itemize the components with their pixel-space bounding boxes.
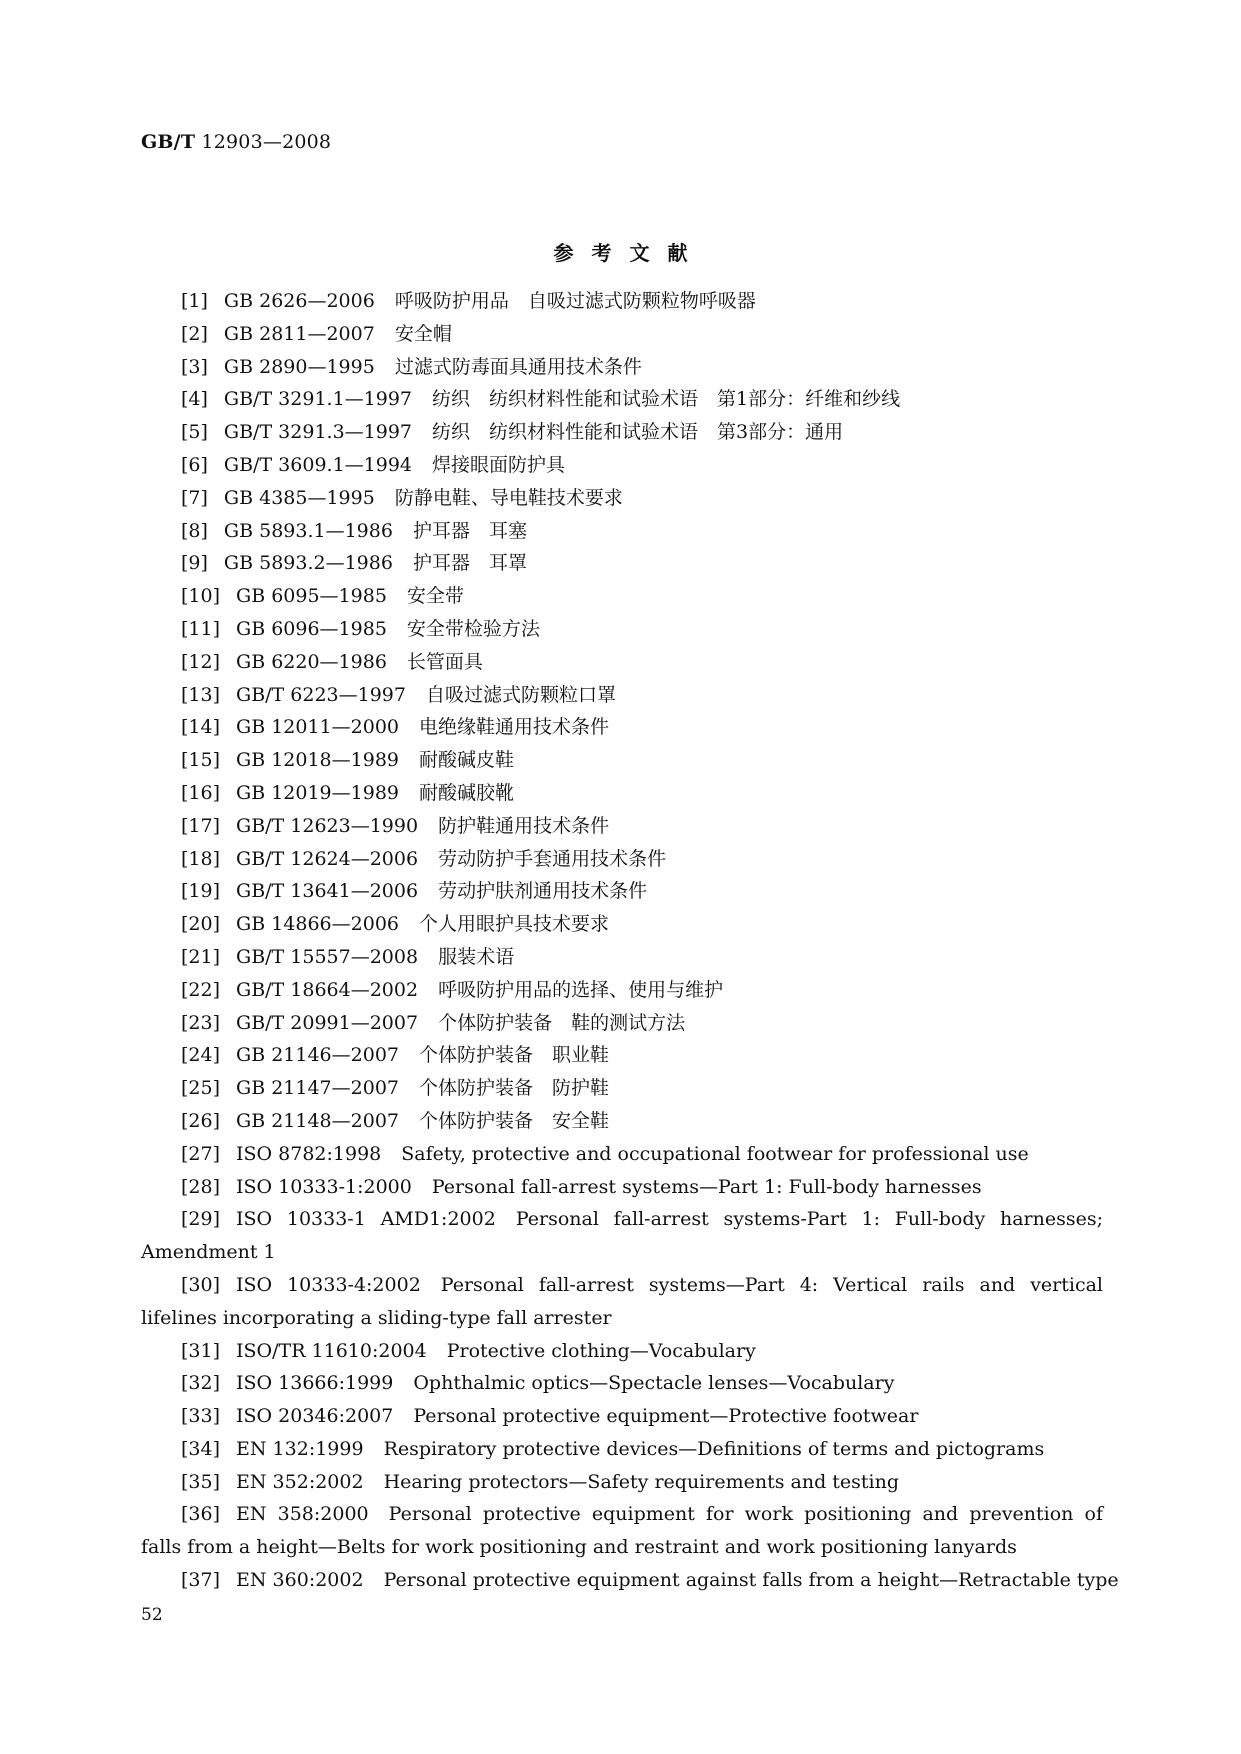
reference-number: [21]	[181, 945, 221, 968]
reference-code: GB 6220—1986	[236, 650, 387, 673]
reference-number: [33]	[181, 1405, 221, 1428]
reference-code: GB 12019—1989	[236, 781, 399, 804]
reference-item	[141, 1335, 1103, 1368]
reference-code: ISO 10333-4:2002	[236, 1273, 421, 1296]
reference-code: ISO 10333-1:2000	[236, 1175, 412, 1198]
reference-title: Safety, protective and occupational footwear for professional use	[401, 1142, 1029, 1165]
reference-number: [22]	[181, 978, 221, 1001]
reference-title: 服装术语	[438, 945, 515, 968]
reference-title: 呼吸防护用品的选择、使用与维护	[438, 978, 724, 1001]
reference-code: GB 2626—2006	[223, 290, 375, 312]
reference-number: [2]	[181, 322, 208, 345]
reference-code: ISO/TR 11610:2004	[236, 1339, 427, 1362]
reference-title: 劳动护肤剂通用技术条件	[438, 880, 648, 903]
reference-code: GB/T 12624—2006	[236, 847, 419, 870]
reference-item	[141, 1203, 1103, 1269]
reference-code: GB 6096—1985	[236, 617, 387, 640]
reference-item	[141, 515, 1103, 548]
reference-title: 个体防护装备 防护鞋	[419, 1077, 610, 1100]
reference-title: 个体防护装备 职业鞋	[419, 1044, 610, 1067]
reference-title: Ophthalmic optics—Spectacle lenses—Vocabulary	[413, 1372, 895, 1395]
reference-code: GB/T 13641—2006	[236, 880, 419, 903]
reference-item	[141, 679, 1103, 712]
reference-number: [4]	[181, 388, 208, 411]
reference-title: Personal fall-arrest systems—Part 1: Full-body harnesses	[431, 1175, 982, 1198]
reference-item	[141, 1564, 1119, 1597]
reference-title: 自吸过滤式防颗粒口罩	[425, 683, 616, 706]
reference-list	[141, 285, 1119, 1597]
reference-number: [26]	[181, 1109, 221, 1132]
reference-code: EN 358:2000	[236, 1503, 369, 1526]
reference-number: [7]	[181, 486, 208, 509]
reference-number: [32]	[181, 1372, 221, 1395]
reference-title: 防静电鞋、导电鞋技术要求	[394, 486, 623, 509]
reference-item	[141, 1105, 1103, 1138]
reference-title: Respiratory protective devices—Definitions of terms and pictograms	[383, 1437, 1045, 1460]
reference-title: Personal protective equipment—Protective footwear	[413, 1405, 919, 1428]
reference-number: [6]	[181, 453, 208, 476]
reference-code: ISO 13666:1999	[236, 1372, 394, 1395]
reference-code: GB/T 6223—1997	[236, 683, 406, 706]
reference-number: [34]	[181, 1437, 221, 1460]
reference-number: [20]	[181, 913, 221, 936]
reference-number: [23]	[181, 1011, 221, 1034]
reference-title: 个体防护装备 安全鞋	[419, 1109, 610, 1132]
reference-item	[141, 613, 1103, 646]
reference-code: GB/T 3291.3—1997	[223, 421, 413, 444]
reference-item	[141, 1269, 1103, 1335]
reference-code: GB 6095—1985	[236, 585, 387, 608]
reference-item	[141, 843, 1103, 876]
reference-item	[141, 285, 1103, 318]
reference-number: [35]	[181, 1470, 221, 1493]
reference-title: 耐酸碱皮鞋	[419, 749, 515, 772]
reference-number: [15]	[181, 749, 221, 772]
reference-number: [28]	[181, 1175, 221, 1198]
reference-code: GB 5893.2—1986	[223, 552, 393, 575]
reference-title: Personal protective equipment for work positioning and prevention of falls from a height—Belts for work positioning and restraint and work positioning lanyards	[141, 1503, 1104, 1559]
reference-code: GB 21146—2007	[236, 1044, 399, 1067]
reference-code: ISO 10333-1 AMD1:2002	[236, 1208, 496, 1231]
reference-item	[141, 547, 1103, 580]
reference-title: 长管面具	[406, 650, 483, 673]
reference-number: [14]	[181, 716, 221, 739]
reference-code: GB 5893.1—1986	[223, 519, 393, 542]
reference-code: EN 360:2002	[236, 1569, 364, 1592]
reference-code: GB/T 3609.1—1994	[223, 453, 413, 476]
reference-title: 防护鞋通用技术条件	[438, 814, 610, 837]
reference-title: Personal protective equipment against falls from a height—Retractable type	[383, 1569, 1119, 1592]
reference-item	[141, 1171, 1103, 1204]
reference-item	[141, 1138, 1103, 1171]
reference-number: [19]	[181, 880, 221, 903]
reference-item	[141, 416, 1103, 449]
reference-title: 电绝缘鞋通用技术条件	[419, 716, 610, 739]
reference-number: [31]	[181, 1339, 221, 1362]
reference-item	[141, 875, 1103, 908]
page-number: 52	[141, 1605, 163, 1625]
reference-number: [9]	[181, 552, 208, 575]
reference-item	[141, 1400, 1103, 1433]
reference-title: Protective clothing—Vocabulary	[446, 1339, 756, 1362]
reference-item	[141, 351, 1103, 384]
reference-item	[141, 974, 1103, 1007]
page-title: 参考文献	[553, 241, 706, 265]
reference-title: 耐酸碱胶靴	[419, 781, 515, 804]
reference-item	[141, 744, 1103, 777]
standard-number: 12903—2008	[201, 131, 332, 153]
reference-number: [24]	[181, 1044, 221, 1067]
reference-title: 护耳器 耳塞	[412, 519, 527, 542]
reference-code: GB 2890—1995	[223, 355, 375, 378]
reference-number: [30]	[181, 1273, 221, 1296]
reference-code: EN 352:2002	[236, 1470, 364, 1493]
reference-code: EN 132:1999	[236, 1437, 364, 1460]
reference-number: [25]	[181, 1077, 221, 1100]
reference-title: 纺织 纺织材料性能和试验术语 第1部分：纤维和纱线	[432, 388, 901, 411]
reference-item	[141, 646, 1103, 679]
reference-title: 个体防护装备 鞋的测试方法	[438, 1011, 686, 1034]
reference-item	[141, 482, 1103, 515]
reference-item	[141, 1433, 1103, 1466]
reference-code: GB 12011—2000	[236, 716, 399, 739]
reference-item	[141, 1367, 1103, 1400]
reference-item	[141, 449, 1103, 482]
reference-number: [13]	[181, 683, 221, 706]
reference-title: 个人用眼护具技术要求	[419, 913, 610, 936]
reference-code: ISO 8782:1998	[236, 1142, 382, 1165]
reference-number: [18]	[181, 847, 221, 870]
reference-title: 过滤式防毒面具通用技术条件	[394, 355, 642, 378]
reference-title: Personal fall-arrest systems—Part 4: Vertical rails and vertical lifelines incorporating a sliding-type fall arrester	[141, 1273, 1104, 1329]
reference-number: [11]	[181, 617, 221, 640]
reference-item	[141, 1498, 1103, 1564]
reference-item	[141, 1466, 1103, 1499]
reference-number: [27]	[181, 1142, 221, 1165]
reference-code: GB 21148—2007	[236, 1109, 399, 1132]
reference-number: [36]	[181, 1503, 221, 1526]
document-header	[141, 131, 331, 153]
reference-code: GB/T 3291.1—1997	[223, 388, 413, 411]
reference-item	[141, 580, 1103, 613]
reference-code: GB 2811—2007	[223, 322, 375, 345]
reference-item	[141, 1072, 1103, 1105]
standard-code: GB/T	[141, 131, 196, 153]
reference-item	[141, 711, 1103, 744]
reference-code: GB/T 18664—2002	[236, 978, 419, 1001]
reference-code: ISO 20346:2007	[236, 1405, 394, 1428]
reference-title: 安全带检验方法	[406, 617, 540, 640]
reference-code: GB 12018—1989	[236, 749, 399, 772]
reference-item	[141, 908, 1103, 941]
reference-code: GB 4385—1995	[223, 486, 375, 509]
reference-number: [12]	[181, 650, 221, 673]
reference-title: 护耳器 耳罩	[412, 552, 527, 575]
reference-number: [29]	[181, 1208, 221, 1231]
reference-code: GB 14866—2006	[236, 913, 399, 936]
reference-title: 安全带	[406, 585, 464, 608]
reference-title: 呼吸防护用品 自吸过滤式防颗粒物呼吸器	[394, 290, 756, 312]
reference-number: [16]	[181, 781, 221, 804]
reference-title: 焊接眼面防护具	[432, 453, 566, 476]
reference-number: [10]	[181, 585, 221, 608]
reference-number: [5]	[181, 421, 208, 444]
reference-number: [1]	[181, 290, 208, 312]
reference-item	[141, 383, 1103, 416]
reference-code: GB/T 15557—2008	[236, 945, 419, 968]
reference-title: 安全帽	[394, 322, 452, 345]
reference-item	[141, 318, 1103, 351]
reference-title: Hearing protectors—Safety requirements and testing	[383, 1470, 900, 1493]
reference-number: [3]	[181, 355, 208, 378]
reference-title: 纺织 纺织材料性能和试验术语 第3部分：通用	[432, 421, 844, 444]
reference-number: [37]	[181, 1569, 221, 1592]
reference-code: GB/T 12623—1990	[236, 814, 419, 837]
reference-item	[141, 777, 1103, 810]
reference-number: [8]	[181, 519, 208, 542]
reference-item	[141, 1007, 1103, 1040]
reference-title: Personal fall-arrest systems-Part 1: Full-body harnesses; Amendment 1	[141, 1208, 1104, 1264]
reference-code: GB 21147—2007	[236, 1077, 399, 1100]
reference-item	[141, 1039, 1103, 1072]
reference-item	[141, 941, 1103, 974]
reference-number: [17]	[181, 814, 221, 837]
reference-code: GB/T 20991—2007	[236, 1011, 419, 1034]
reference-title: 劳动防护手套通用技术条件	[438, 847, 667, 870]
reference-item	[141, 810, 1103, 843]
